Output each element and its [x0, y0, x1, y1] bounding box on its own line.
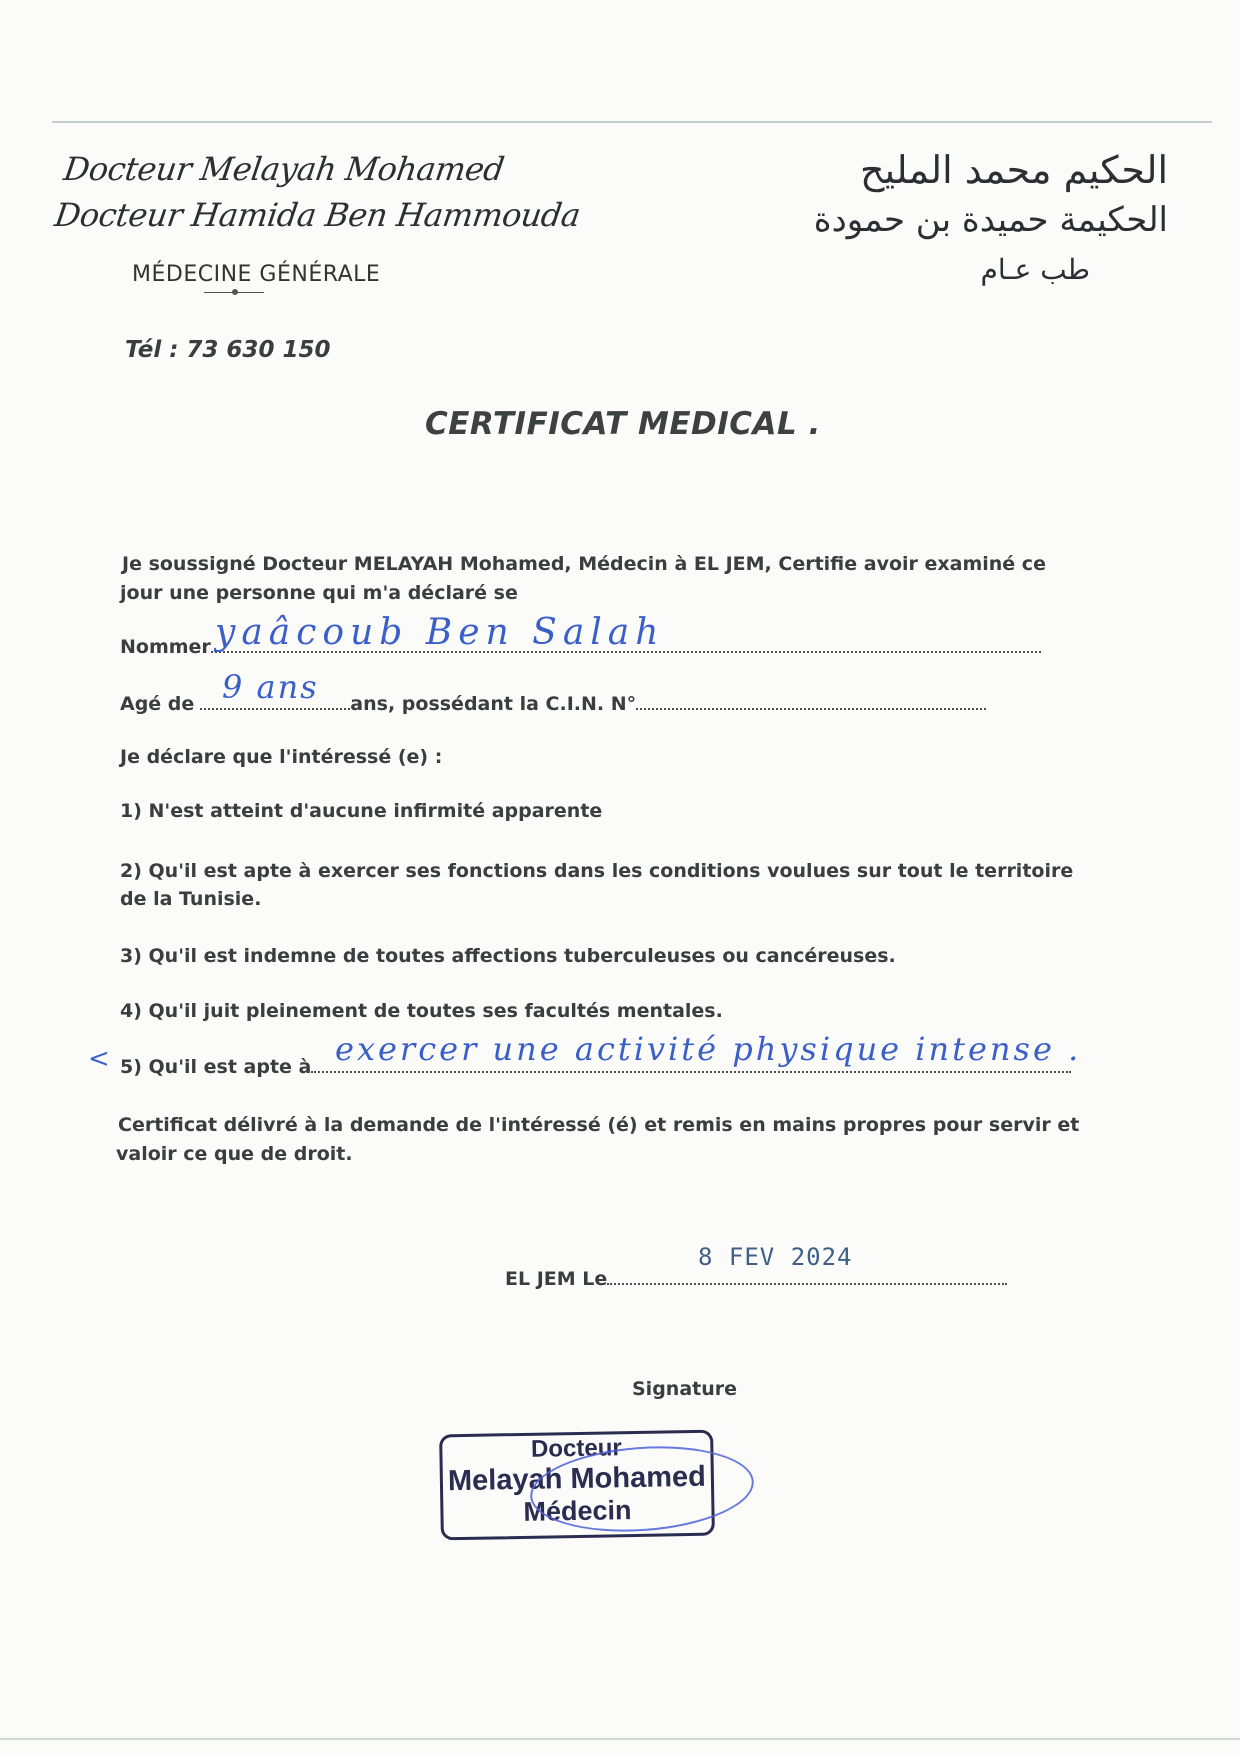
arabic-doctor-2: الحكيمة حميدة بن حمودة	[813, 200, 1168, 240]
intro-line-1: Je soussigné Docteur MELAYAH Mohamed, Médecin à EL JEM, Certifie avoir examiné ce	[122, 553, 1046, 575]
item-5-check-mark: <	[88, 1044, 110, 1074]
intro-line-2: jour une personne qui m'a déclaré se	[120, 582, 518, 604]
declare-heading: Je déclare que l'intéressé (e) :	[120, 746, 443, 768]
name-label: Nommer	[120, 636, 211, 658]
doctor-name-2: Docteur Hamida Ben Hammouda	[52, 196, 583, 234]
page-title: CERTIFICAT MEDICAL .	[425, 406, 821, 442]
cin-label: ans, possédant la C.I.N. N°	[350, 693, 637, 715]
date-stamp: 8 FEV 2024	[698, 1243, 853, 1271]
arabic-specialty: طب عـام	[980, 253, 1090, 286]
closing-line-1: Certificat délivré à la demande de l'intéressé (é) et remis en mains propres pour servir et	[118, 1114, 1080, 1136]
specialty-dot	[232, 289, 238, 295]
item-1: 1) N'est atteint d'aucune infirmité apparente	[120, 800, 603, 822]
footer-rule	[0, 1738, 1240, 1740]
specialty: MÉDECINE GÉNÉRALE	[132, 262, 381, 287]
age-handwritten: 9 ans	[222, 668, 319, 706]
cin-dotted-line	[636, 690, 986, 710]
item-5-handwritten: exercer une activité physique intense .	[335, 1030, 1082, 1068]
stamp-line-3: Médecin	[523, 1495, 632, 1527]
signature-label: Signature	[632, 1378, 738, 1400]
item-2: 2) Qu'il est apte à exercer ses fonctions dans les conditions voulues sur tout le territoire	[120, 860, 1074, 882]
stamp-line-1: Docteur	[530, 1434, 622, 1463]
arabic-doctor-1: الحكيم محمد المليح	[859, 148, 1168, 192]
place-label: EL JEM Le	[505, 1268, 608, 1290]
stamp-line-2: Melayah Mohamed	[447, 1460, 707, 1498]
closing-line-2: valoir ce que de droit.	[116, 1143, 353, 1165]
item-4: 4) Qu'il juit pleinement de toutes ses facultés mentales.	[120, 1000, 723, 1022]
name-handwritten: yaâcoub Ben Salah	[215, 612, 665, 653]
header-rule	[52, 121, 1212, 123]
item-5-label: 5) Qu'il est apte à	[120, 1056, 312, 1078]
item-3: 3) Qu'il est indemne de toutes affections tuberculeuses ou cancéreuses.	[120, 945, 896, 967]
telephone: Tél : 73 630 150	[125, 337, 331, 363]
doctor-name-1: Docteur Melayah Mohamed	[61, 150, 507, 188]
item-2-continued: de la Tunisie.	[120, 888, 262, 910]
age-label: Agé de	[120, 693, 195, 715]
